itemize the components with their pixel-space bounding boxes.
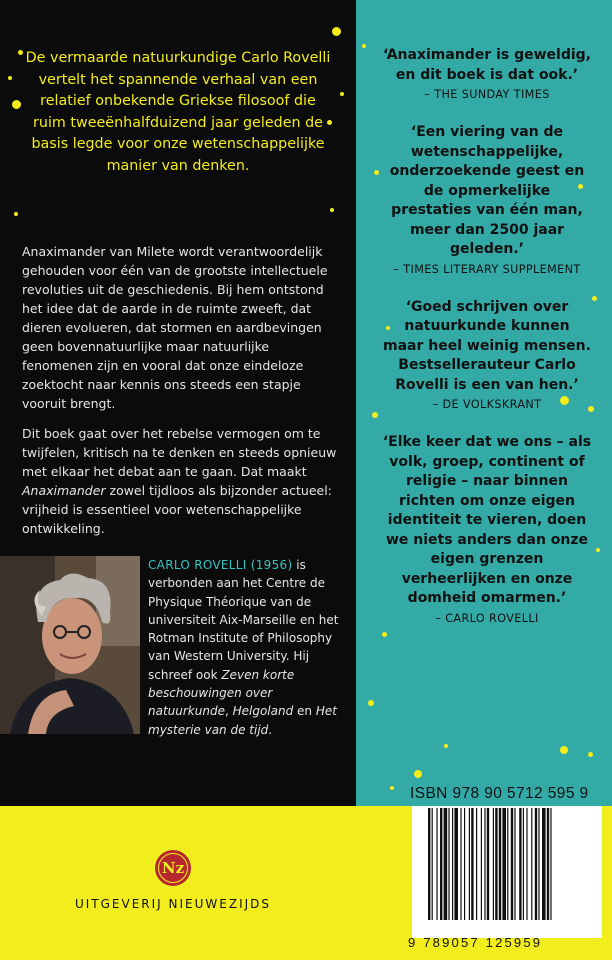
author-name: CARLO ROVELLI xyxy=(148,558,247,572)
barcode-number: 9 789057 125959 xyxy=(408,935,543,950)
review-quote xyxy=(382,46,592,103)
decor-dot xyxy=(596,548,600,552)
quote-text: ‘Elke keer dat we ons – als volk, groep, continent of religie – naar binnen richten om onze eigen identiteit te vieren, doen we niets anders dan onze eigen grenzen verheerlijken en onze domheid omarmen.’ xyxy=(382,434,592,606)
quote-source: – THE SUNDAY TIMES xyxy=(424,88,550,101)
decor-dot xyxy=(14,212,18,216)
quote-text: ‘Anaximander is geweldig, en dit boek is dat ook.’ xyxy=(383,47,591,83)
decor-dot xyxy=(330,208,334,212)
decor-dot xyxy=(588,752,593,757)
bio-book-2: Helgoland xyxy=(232,704,294,719)
book-title-inline: Anaximander xyxy=(22,483,106,498)
author-birth-year: (1956) xyxy=(246,558,293,572)
decor-dot xyxy=(340,92,344,96)
author-bio xyxy=(148,556,348,739)
paragraph-2-text-end: zowel tijdloos als bijzonder actueel: vrijheid is essentieel voor wetenschappelijke ontwikkeling. xyxy=(22,483,332,536)
decor-dot xyxy=(368,700,374,706)
decor-dot xyxy=(414,770,422,778)
quote-text: ‘Goed schrijven over natuurkunde kunnen maar heel weinig mensen. Bestsellerauteur Carlo Rovelli is een van hen.’ xyxy=(383,298,591,393)
description-paragraph-2 xyxy=(22,424,340,538)
review-quote xyxy=(382,298,592,414)
decor-dot xyxy=(444,744,448,748)
author-photo xyxy=(0,556,140,734)
review-quotes xyxy=(382,46,592,647)
decor-dot xyxy=(8,76,12,80)
bio-separator: , xyxy=(224,704,233,719)
decor-dot xyxy=(12,100,21,109)
intro-blurb: De vermaarde natuurkundige Carlo Rovelli vertelt het spannende verhaal van een relatief onbekende Griekse filosoof die ruim tweeënhalfduizend jaar geleden de basis legde voor onze wetenschappelijke manier van denken. xyxy=(25,50,331,174)
description-paragraph-1: Anaximander van Milete wordt verantwoordelijk gehouden voor één van de grootste intellectuele revoluties uit de geschiedenis. Bij hem ontstond het idee dat de aarde in de ruimte zweeft, dat dieren evolueren, dat stormen en aardbevingen geen bovennatuurlijke maar natuurlijke fenomenen zijn en vooral dat onze eindeloze zoektocht naar kennis ons steeds een stapje vooruit brengt. xyxy=(22,244,328,411)
bio-book-3: Het mysterie van de tijd xyxy=(148,704,337,737)
bio-book-1: Zeven korte beschouwingen over natuurkunde xyxy=(148,667,295,719)
bio-text: is verbonden aan het Centre de Physique Théorique van de universiteit Aix-Marseille en het Rotman Institute of Philosophy van Western University. Hij schreef ook xyxy=(148,558,339,682)
publisher-name: UITGEVERIJ NIEUWEZIJDS xyxy=(74,897,272,911)
paragraph-2-text: Dit boek gaat over het rebelse vermogen om te twijfelen, kritisch na te denken en steeds opnieuw met elkaar het debat aan te gaan. Dat maakt xyxy=(22,426,337,479)
decor-dot xyxy=(374,170,379,175)
decor-dot xyxy=(390,786,394,790)
publisher-logo: Nz xyxy=(155,850,191,886)
review-quote xyxy=(382,123,592,278)
decor-dot xyxy=(362,44,366,48)
quote-source: – TIMES LITERARY SUPPLEMENT xyxy=(393,262,581,276)
decor-dot xyxy=(592,296,597,301)
review-quote xyxy=(382,433,592,627)
quote-text: ‘Een viering van de wetenschappelijke, onderzoekende geest en de opmerkelijke prestaties van één man, meer dan 2500 jaar geleden.’ xyxy=(389,124,585,257)
decor-dot xyxy=(560,746,568,754)
bio-end: . xyxy=(268,722,273,737)
quote-source: – CARLO ROVELLI xyxy=(435,611,539,625)
quote-source: – DE VOLKSKRANT xyxy=(432,398,542,411)
isbn-label: ISBN 978 90 5712 595 9 xyxy=(410,785,589,802)
barcode xyxy=(426,808,604,920)
bio-separator: en xyxy=(293,704,316,719)
decor-dot xyxy=(372,412,378,418)
decor-dot xyxy=(332,27,341,36)
barcode-box xyxy=(412,806,602,938)
